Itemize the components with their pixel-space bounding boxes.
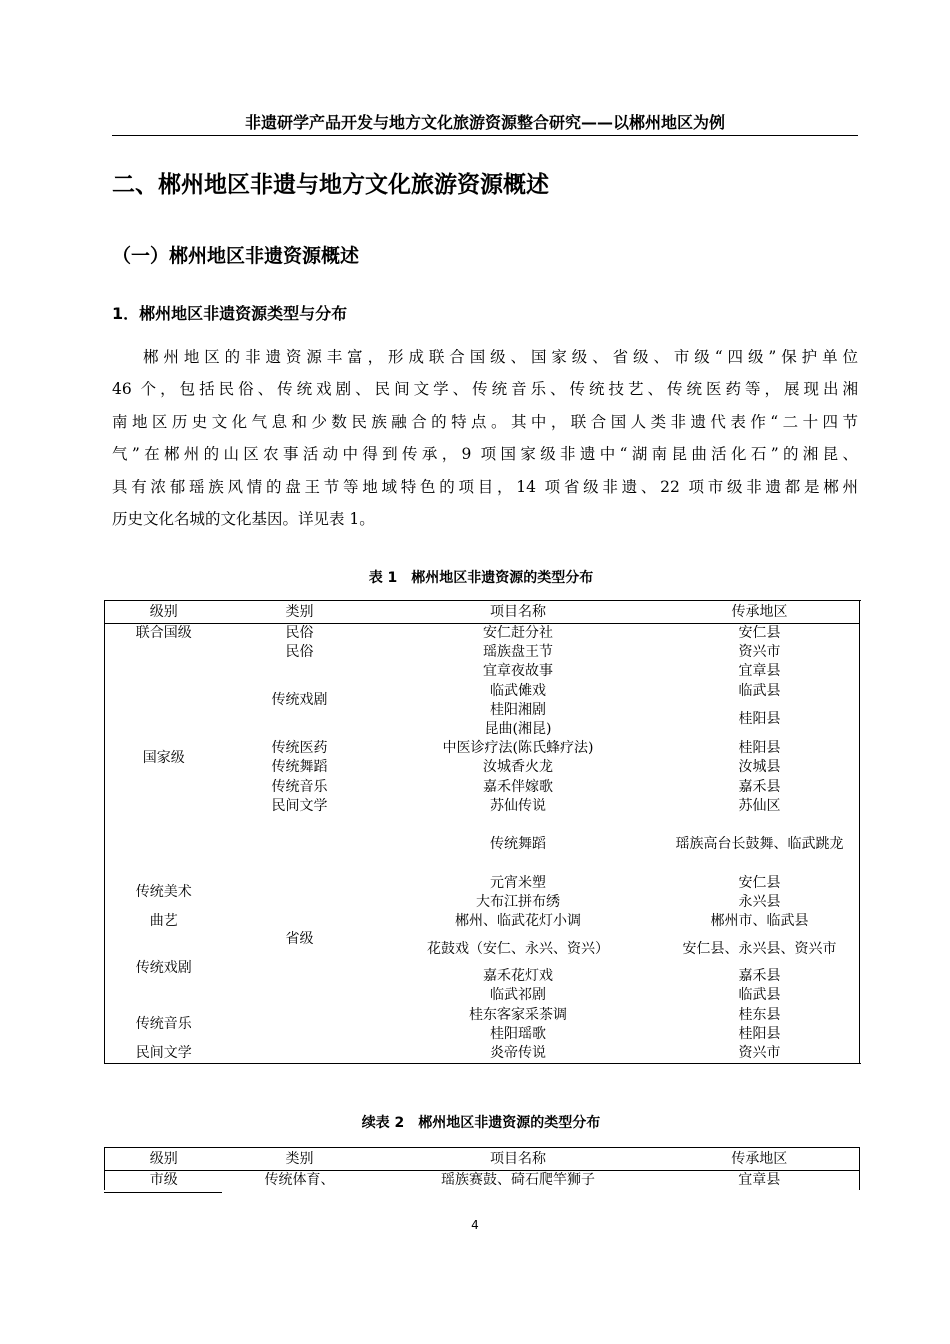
project-cell: 瑶族高台长鼓舞、临武跳龙 bbox=[675, 836, 844, 853]
category-cell: 传统体育、 bbox=[264, 1172, 335, 1188]
running-header: 非遗研学产品开发与地方文化旅游资源整合研究——以郴州地区为例 bbox=[244, 113, 725, 132]
category-cell: 传统医药 bbox=[271, 740, 328, 757]
table2-caption: 续表 2 郴州地区非遗资源的类型分布 bbox=[361, 1115, 601, 1131]
project-cell: 嘉禾花灯戏 bbox=[483, 968, 553, 985]
region-cell: 安仁县 bbox=[738, 625, 781, 641]
table-row bbox=[105, 624, 860, 644]
project-cell: 瑶族盘王节 bbox=[483, 644, 553, 661]
column-header: 项目名称 bbox=[377, 1148, 660, 1171]
category-cell: 传统舞蹈 bbox=[271, 759, 328, 776]
table-row bbox=[105, 1171, 860, 1191]
project-cell: 炎帝传说 bbox=[490, 1045, 546, 1062]
paragraph-line: 历史文化名城的文化基因。详见表 1。 bbox=[112, 509, 375, 528]
region-cell: 宜章县 bbox=[738, 1172, 781, 1188]
category-cell: 传统音乐 bbox=[271, 778, 328, 795]
column-header: 传承地区 bbox=[660, 1148, 860, 1171]
project-cell: 嘉禾伴嫁歌 bbox=[483, 778, 553, 795]
project-cell: 桂阳湘剧 bbox=[490, 701, 546, 718]
project-cell: 苏仙传说 bbox=[490, 797, 546, 814]
region-cell: 桂东县 bbox=[738, 1006, 781, 1023]
project-cell: 汝城香火龙 bbox=[483, 759, 553, 776]
category-cell: 传统戏剧 bbox=[135, 959, 192, 976]
region-cell: 资兴市 bbox=[738, 644, 781, 661]
table-row bbox=[105, 643, 860, 662]
column-header: 级别 bbox=[105, 601, 223, 624]
region-cell: 嘉禾县 bbox=[738, 778, 781, 795]
project-cell: 昆曲(湘昆) bbox=[484, 721, 552, 738]
project-cell: 桂阳瑶歌 bbox=[490, 1025, 546, 1042]
table-row bbox=[105, 1044, 860, 1064]
section-title: 二、郴州地区非遗与地方文化旅游资源概述 bbox=[112, 172, 549, 198]
region-cell: 永兴县 bbox=[738, 893, 781, 910]
paragraph-line: 南地区历史文化气息和少数民族融合的特点。其中，联合国人类非遗代表作“二十四节 bbox=[112, 412, 858, 431]
table-row bbox=[105, 874, 860, 893]
level-cell: 国家级 bbox=[142, 749, 185, 766]
region-cell: 安仁县、永兴县、资兴市 bbox=[682, 941, 837, 958]
category-cell: 传统音乐 bbox=[135, 1016, 192, 1033]
category-cell: 传统舞蹈 bbox=[490, 836, 546, 853]
project-cell: 宜章夜故事 bbox=[483, 663, 553, 680]
header-rule bbox=[112, 135, 858, 136]
paragraph-line: 具有浓郁瑶族风情的盘王节等地域特色的项目，14 项省级非遗、22 项市级非遗都是郴州 bbox=[112, 477, 858, 496]
project-cell: 元宵米塑 bbox=[490, 874, 546, 891]
page-number: 4 bbox=[471, 1218, 479, 1232]
project-cell: 郴州、临武花灯小调 bbox=[455, 913, 581, 930]
region-cell: 嘉禾县 bbox=[738, 968, 781, 985]
project-cell: 安仁赶分社 bbox=[483, 625, 553, 641]
level-cell: 联合国级 bbox=[135, 625, 192, 641]
project-cell: 临武祁剧 bbox=[490, 987, 546, 1004]
subsubsection-title: 1．郴州地区非遗资源类型与分布 bbox=[112, 304, 348, 323]
project-cell: 临武傩戏 bbox=[490, 682, 546, 699]
body-paragraph bbox=[112, 341, 858, 535]
project-cell: 大布江拼布绣 bbox=[476, 893, 560, 910]
table2-cell-rule bbox=[104, 1192, 222, 1193]
column-header: 项目名称 bbox=[377, 601, 660, 624]
table-header-row bbox=[105, 1148, 860, 1171]
table2 bbox=[104, 1147, 860, 1190]
table1-caption: 表 1 郴州地区非遗资源的类型分布 bbox=[368, 570, 594, 586]
table-header-row bbox=[105, 601, 860, 624]
region-cell: 资兴市 bbox=[738, 1045, 781, 1062]
table1 bbox=[104, 600, 860, 1064]
category-cell: 传统戏剧 bbox=[271, 692, 328, 709]
level-cell: 市级 bbox=[149, 1172, 178, 1188]
region-cell: 临武县 bbox=[738, 987, 781, 1004]
project-cell: 花鼓戏（安仁、永兴、资兴） bbox=[427, 940, 609, 957]
category-cell: 传统美术 bbox=[135, 884, 192, 901]
level-cell: 省级 bbox=[285, 931, 314, 948]
category-cell: 民俗 bbox=[285, 644, 314, 661]
column-header: 类别 bbox=[223, 601, 377, 624]
region-cell: 桂阳县 bbox=[738, 711, 781, 728]
category-cell: 曲艺 bbox=[149, 913, 178, 930]
region-cell: 汝城县 bbox=[738, 759, 781, 776]
region-cell: 郴州市、临武县 bbox=[710, 913, 809, 930]
category-cell: 民俗 bbox=[285, 625, 314, 641]
column-header: 级别 bbox=[105, 1148, 223, 1171]
region-cell: 安仁县 bbox=[738, 874, 781, 891]
paragraph-line: 气”在郴州的山区农事活动中得到传承，9 项国家级非遗中“湖南昆曲活化石”的湘昆、 bbox=[112, 445, 858, 464]
column-header: 类别 bbox=[223, 1148, 377, 1171]
subsection-title: （一）郴州地区非遗资源概述 bbox=[112, 245, 360, 267]
column-header: 传承地区 bbox=[660, 601, 860, 624]
paragraph-line: 郴州地区的非遗资源丰富，形成联合国级、国家级、省级、市级“四级”保护单位 bbox=[143, 348, 858, 366]
project-cell: 中医诊疗法(陈氏蜂疗法) bbox=[442, 740, 594, 757]
region-cell: 苏仙区 bbox=[738, 797, 781, 814]
region-cell: 宜章县 bbox=[738, 663, 781, 680]
table-row bbox=[105, 931, 860, 967]
category-cell: 民间文学 bbox=[135, 1045, 192, 1062]
region-cell: 桂阳县 bbox=[738, 1025, 781, 1042]
region-cell: 临武县 bbox=[738, 682, 781, 699]
region-cell: 桂阳县 bbox=[738, 740, 781, 757]
project-cell: 桂东客家采茶调 bbox=[469, 1006, 567, 1023]
paragraph-line: 46 个，包括民俗、传统戏剧、民间文学、传统音乐、传统技艺、传统医药等，展现出湘 bbox=[112, 380, 858, 399]
project-cell: 瑶族赛鼓、碕石爬竿狮子 bbox=[441, 1172, 595, 1188]
table-row bbox=[105, 1006, 860, 1025]
table-row bbox=[105, 912, 860, 931]
category-cell: 民间文学 bbox=[271, 797, 328, 814]
